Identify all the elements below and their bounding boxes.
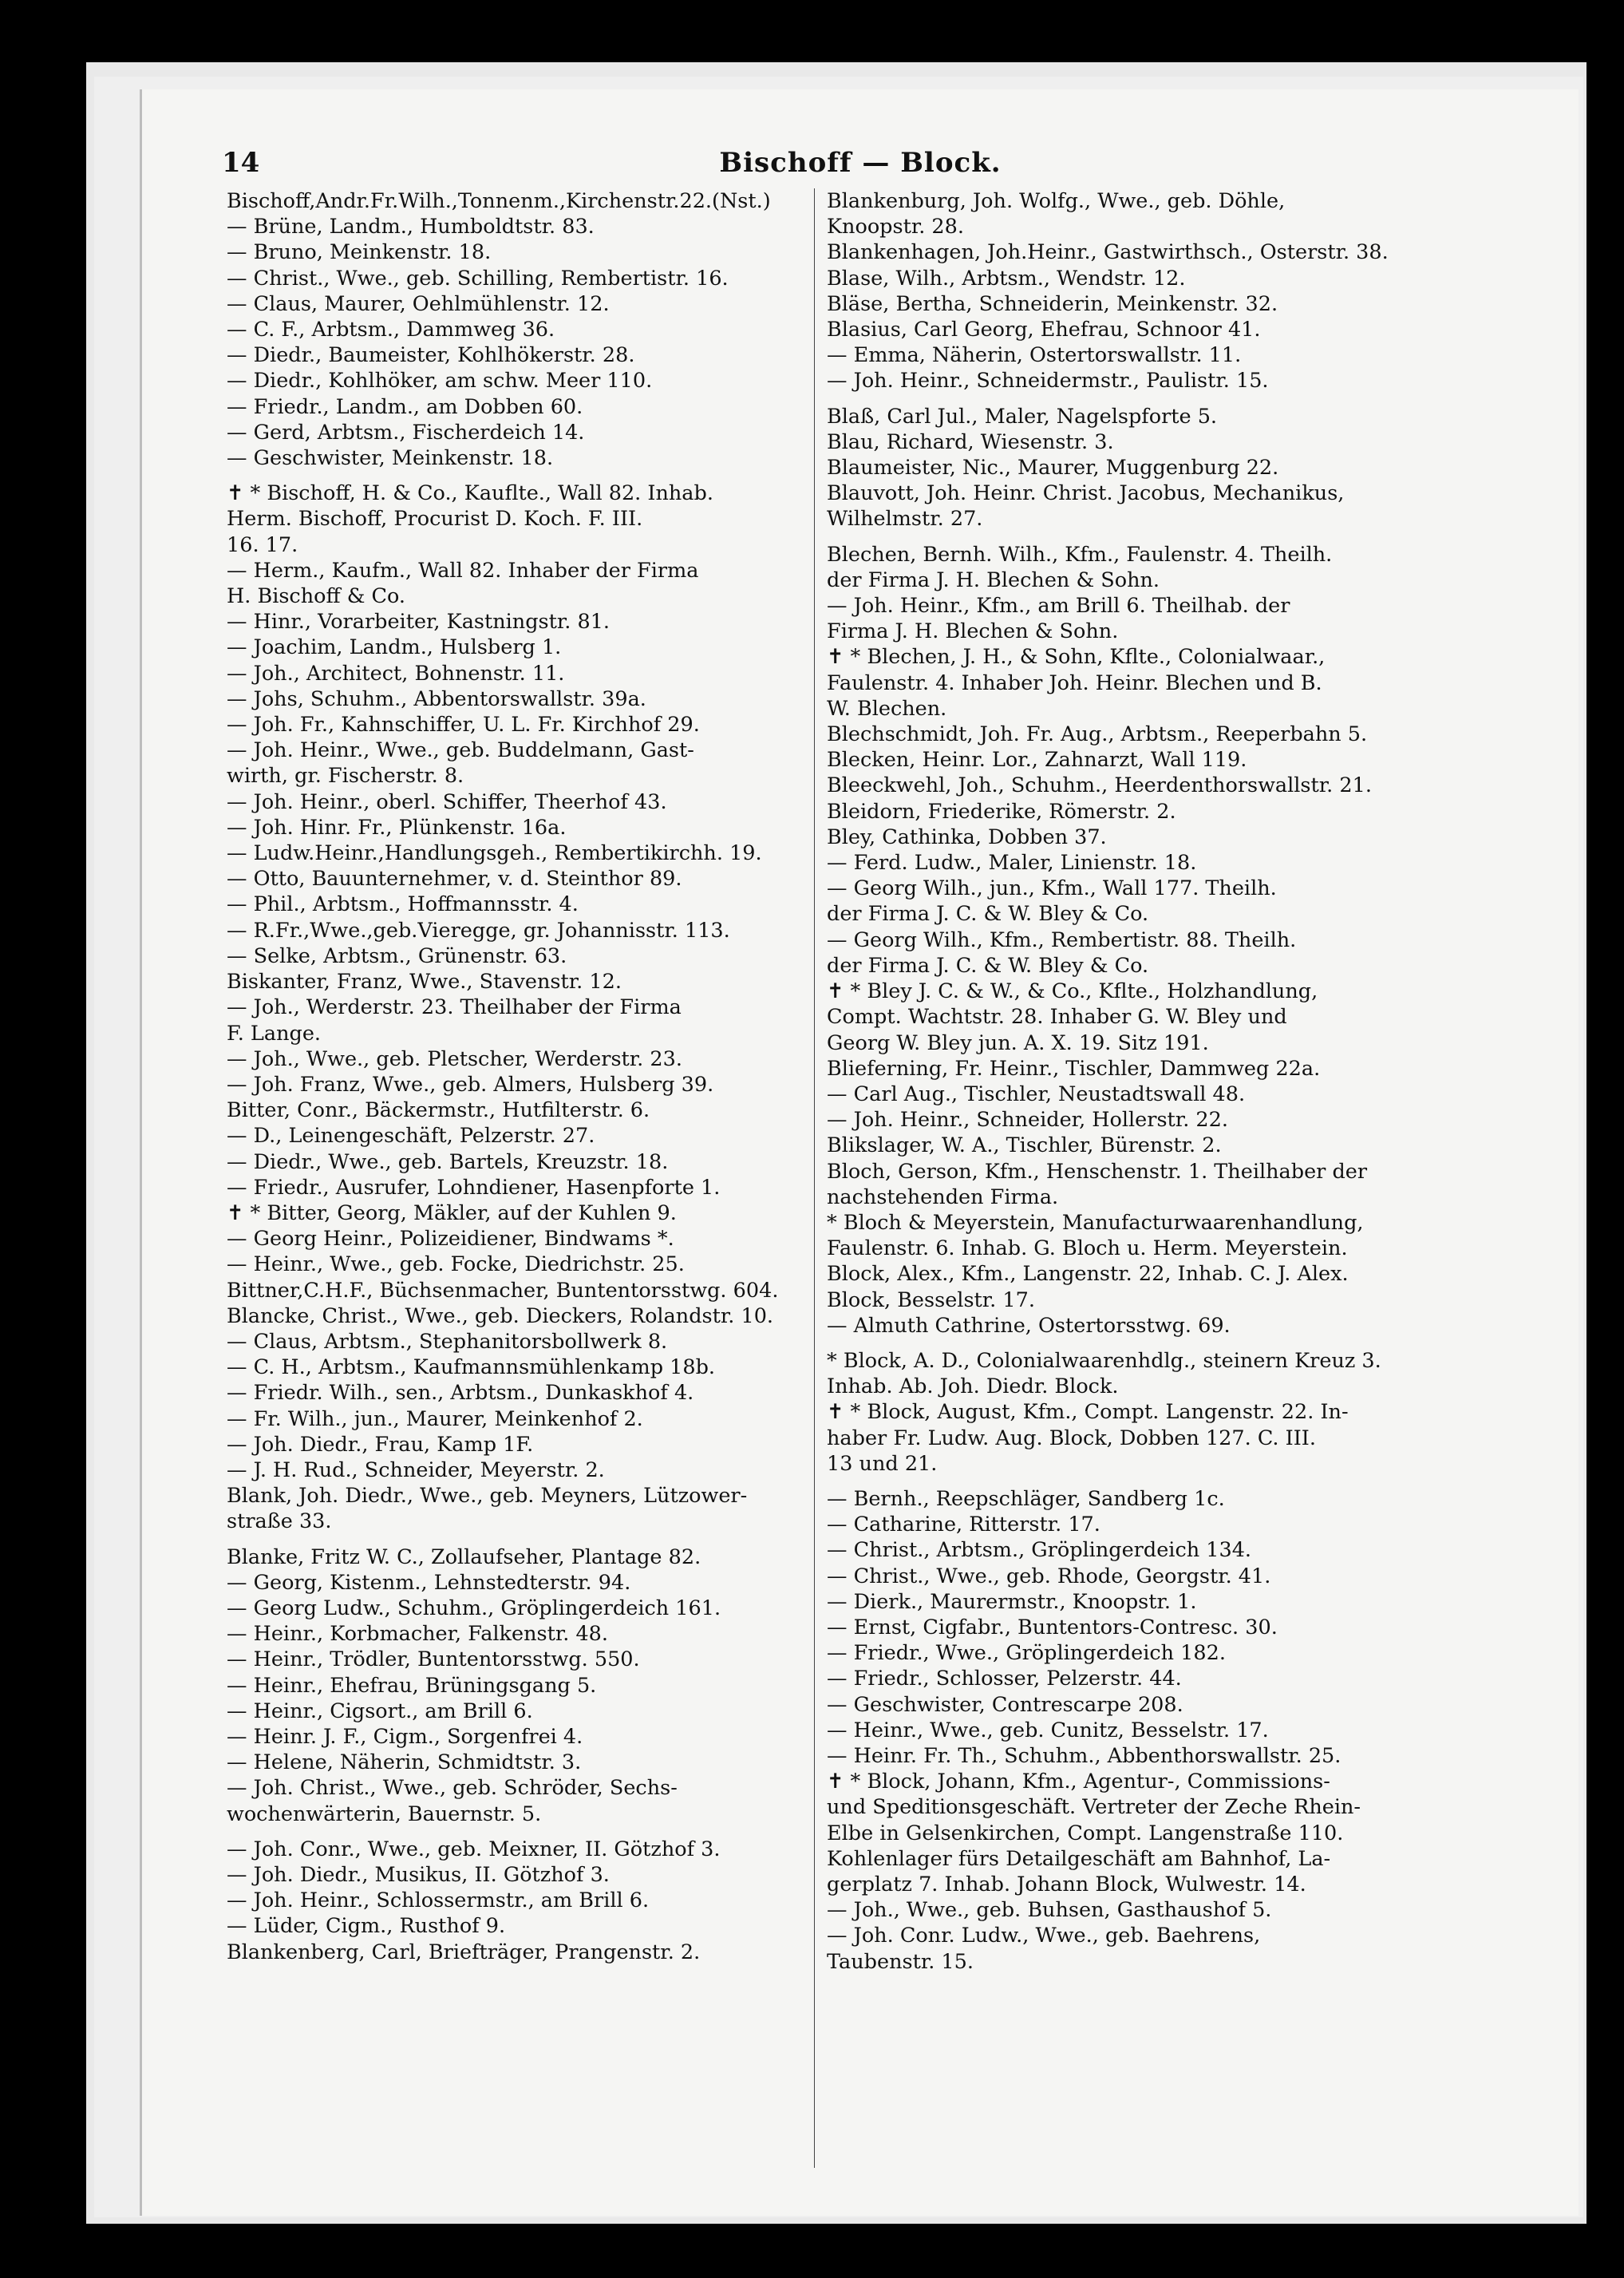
right-entry-line: Blankenburg, Joh. Wolfg., Wwe., geb. Döhle, xyxy=(827,189,1286,213)
left-entry-line: — Diedr., Wwe., geb. Bartels, Kreuzstr. 18. xyxy=(227,1149,669,1174)
left-entry-line: — Joh. Heinr., oberl. Schiffer, Theerhof 43. xyxy=(227,789,667,814)
left-entry-line: Bittner,C.H.F., Büchsenmacher, Buntentorsstwg. 604. xyxy=(227,1278,779,1303)
left-entry-line: — Friedr., Ausrufer, Lohndiener, Hasenpforte 1. xyxy=(227,1175,721,1200)
right-entry-line: ✝ * Block, Johann, Kfm., Agentur-, Commissions- xyxy=(827,1770,1330,1794)
left-entry-line: — R.Fr.,Wwe.,geb.Vieregge, gr. Johannisstr. 113. xyxy=(227,918,730,943)
right-entry-line: Blechschmidt, Joh. Fr. Aug., Arbtsm., Reeperbahn 5. xyxy=(827,722,1368,747)
right-entry-line: haber Fr. Ludw. Aug. Block, Dobben 127. C. III. xyxy=(827,1426,1316,1450)
right-entry-line: Taubenstr. 15. xyxy=(827,1949,974,1974)
left-entry-line: wochenwärterin, Bauernstr. 5. xyxy=(227,1801,542,1826)
right-entry-line: Wilhelmstr. 27. xyxy=(827,507,983,532)
right-entry-line: Kohlenlager fürs Detailgeschäft am Bahnhof, La- xyxy=(827,1846,1331,1871)
left-entry-line: — Georg Ludw., Schuhm., Gröplingerdeich 161. xyxy=(227,1596,721,1620)
right-entry-line: Bley, Cathinka, Dobben 37. xyxy=(827,825,1107,849)
left-entry-line: — Helene, Näherin, Schmidtstr. 3. xyxy=(227,1750,582,1775)
left-entry-line: 16. 17. xyxy=(227,532,298,557)
left-entry-line: — Joh. Heinr., Wwe., geb. Buddelmann, Gast- xyxy=(227,738,694,763)
right-entry-line: Blechen, Bernh. Wilh., Kfm., Faulenstr. 4. Theilh. xyxy=(827,542,1333,567)
left-entry-line: H. Bischoff & Co. xyxy=(227,584,406,609)
left-entry-line: — Johs, Schuhm., Abbentorswallstr. 39a. xyxy=(227,686,646,711)
left-entry-line: F. Lange. xyxy=(227,1021,322,1046)
right-entry-line: — Joh. Heinr., Kfm., am Brill 6. Theilhab. der xyxy=(827,594,1290,619)
right-entry-line: * Block, A. D., Colonialwaarenhdlg., steinern Kreuz 3. xyxy=(827,1348,1381,1373)
right-entry-line: W. Blechen. xyxy=(827,696,947,721)
right-entry-line: Bleidorn, Friederike, Römerstr. 2. xyxy=(827,799,1176,824)
right-entry-line: — Almuth Cathrine, Ostertorsstwg. 69. xyxy=(827,1313,1231,1338)
left-entry-line: ✝ * Bitter, Georg, Mäkler, auf der Kuhlen 9. xyxy=(227,1200,677,1225)
left-entry-line: — Joh. Diedr., Musikus, II. Götzhof 3. xyxy=(227,1863,610,1887)
left-entry-line: — Claus, Arbtsm., Stephanitorsbollwerk 8. xyxy=(227,1329,668,1354)
left-entry-line: — Joh. Fr., Kahnschiffer, U. L. Fr. Kirchhof 29. xyxy=(227,713,700,738)
left-entry-line: — Joh. Christ., Wwe., geb. Schröder, Sechs- xyxy=(227,1776,678,1801)
left-entry-line: — Ludw.Heinr.,Handlungsgeh., Rembertikirchh. 19. xyxy=(227,841,762,866)
right-entry-line: der Firma J. H. Blechen & Sohn. xyxy=(827,568,1160,592)
left-entry-line: — Georg Heinr., Polizeidiener, Bindwams *. xyxy=(227,1227,674,1252)
left-entry-line: — Heinr., Korbmacher, Falkenstr. 48. xyxy=(227,1622,609,1647)
right-entry-line: ✝ * Bley J. C. & W., & Co., Kflte., Holzhandlung, xyxy=(827,979,1318,1004)
right-entry-line: der Firma J. C. & W. Bley & Co. xyxy=(827,953,1149,978)
right-entry-line: — Christ., Arbtsm., Gröplingerdeich 134. xyxy=(827,1538,1252,1563)
left-entry-line: — Claus, Maurer, Oehlmühlenstr. 12. xyxy=(227,291,610,316)
left-entry-line: — Selke, Arbtsm., Grünenstr. 63. xyxy=(227,943,567,968)
right-spacer xyxy=(827,1477,1453,1486)
left-entry-line: — C. F., Arbtsm., Dammweg 36. xyxy=(227,318,555,342)
right-entry-line: Blau, Richard, Wiesenstr. 3. xyxy=(827,429,1114,454)
left-entry-line: — Friedr., Landm., am Dobben 60. xyxy=(227,394,583,419)
left-entry-line: — Fr. Wilh., jun., Maurer, Meinkenhof 2. xyxy=(227,1406,643,1431)
left-entry-line: — Georg, Kistenm., Lehnstedterstr. 94. xyxy=(227,1570,631,1595)
right-entry-line: — Dierk., Maurermstr., Knoopstr. 1. xyxy=(827,1589,1197,1614)
right-entry-line: Bliefernіng, Fr. Heinr., Tischler, Dammweg 22a. xyxy=(827,1056,1321,1081)
left-entry-line: — Heinr., Ehefrau, Brüningsgang 5. xyxy=(227,1673,597,1698)
right-entry-line: der Firma J. C. & W. Bley & Co. xyxy=(827,902,1149,927)
page-header: Bischoff — Block. xyxy=(719,147,1002,179)
left-entry-line: — Joh. Diedr., Frau, Kamp 1F. xyxy=(227,1432,534,1457)
right-entry-line: — Friedr., Wwe., Gröplingerdeich 182. xyxy=(827,1641,1226,1666)
left-entry-line: — Heinr., Cigsort., am Brill 6. xyxy=(227,1699,533,1723)
left-entry-line: Blankenberg, Carl, Briefträger, Prangenstr. 2. xyxy=(227,1940,701,1964)
left-entry-line: — Heinr. J. F., Cigm., Sorgenfrei 4. xyxy=(227,1724,583,1749)
left-entry-line: — Hinr., Vorarbeiter, Kastningstr. 81. xyxy=(227,610,610,635)
left-entry-line: wirth, gr. Fischerstr. 8. xyxy=(227,764,464,789)
left-entry-line: — J. H. Rud., Schneider, Meyerstr. 2. xyxy=(227,1457,605,1482)
right-entry-line: Bloch, Gerson, Kfm., Henschenstr. 1. Theilhaber der xyxy=(827,1159,1368,1184)
right-spacer xyxy=(827,532,1453,542)
right-entry-line: gerplatz 7. Inhab. Johann Block, Wulwestr. 14. xyxy=(827,1873,1306,1896)
left-entry-line: — Joh., Architect, Bohnenstr. 11. xyxy=(227,661,565,686)
left-entry-line: Herm. Bischoff, Procurist D. Koch. F. III. xyxy=(227,507,643,532)
directory-page xyxy=(142,89,1579,2216)
right-entry-line: Bleeckwehl, Joh., Schuhm., Heerdenthorswallstr. 21. xyxy=(827,773,1372,798)
left-entry-line: — Diedr., Kohlhöker, am schw. Meer 110. xyxy=(227,369,653,394)
right-entry-line: — Joh. Conr. Ludw., Wwe., geb. Baehrens, xyxy=(827,1924,1261,1948)
right-spacer xyxy=(827,394,1453,404)
right-entry-line: Block, Besselstr. 17. xyxy=(827,1287,1035,1312)
right-entry-line: ✝ * Blechen, J. H., & Sohn, Kflte., Colonialwaar., xyxy=(827,645,1326,670)
left-entry-line: ✝ * Bischoff, H. & Co., Kaufltе., Wall 82. Inhab. xyxy=(227,481,713,506)
right-entry-line: Blauvott, Joh. Heinr. Christ. Jacobus, Mechanikus, xyxy=(827,481,1345,506)
right-entry-line: 13 und 21. xyxy=(827,1451,938,1476)
right-entry-line: Faulenstr. 4. Inhaber Joh. Heinr. Blechen und B. xyxy=(827,670,1322,695)
right-entry-line: Knoopstr. 28. xyxy=(827,215,964,239)
column-divider xyxy=(814,188,815,2168)
left-entry-line: — Heinr., Trödler, Buntentorsstwg. 550. xyxy=(227,1647,640,1672)
right-entry-line: — Joh. Heinr., Schneider, Hollerstr. 22. xyxy=(827,1108,1228,1133)
left-entry-line: — C. H., Arbtsm., Kaufmannsmühlenkamp 18b. xyxy=(227,1355,715,1380)
left-entry-line: — Joh., Wwe., geb. Pletscher, Werderstr. 23. xyxy=(227,1046,682,1071)
right-entry-line: Inhab. Ab. Joh. Diedr. Block. xyxy=(827,1374,1119,1399)
right-entry-line: — Bernh., Reepschläger, Sandberg 1c. xyxy=(827,1486,1225,1511)
left-entry-line: Blank, Joh. Diedr., Wwe., geb. Meyners, Lützower- xyxy=(227,1484,748,1509)
left-spacer xyxy=(227,471,841,481)
left-entry-line: — Heinr., Wwe., geb. Focke, Diedrichstr. 25. xyxy=(227,1252,685,1277)
right-entry-line: Georg W. Bley jun. A. X. 19. Sitz 191. xyxy=(827,1030,1209,1055)
right-entry-line: nachstehenden Firma. xyxy=(827,1184,1059,1209)
right-entry-line: — Ferd. Ludw., Maler, Linienstr. 18. xyxy=(827,851,1197,876)
left-entry-line: — Herm., Kaufm., Wall 82. Inhaber der Firma xyxy=(227,558,699,583)
right-entry-line: — Friedr., Schlosser, Pelzerstr. 44. xyxy=(827,1667,1182,1691)
right-entry-line: Blaß, Carl Jul., Maler, Nagelspforte 5. xyxy=(827,404,1218,429)
left-entry-line: — Gerd, Arbtsm., Fischerdeich 14. xyxy=(227,420,585,445)
left-entry-line: — Geschwister, Meinkenstr. 18. xyxy=(227,446,554,471)
left-entry-line: — Joh. Franz, Wwe., geb. Almers, Hulsberg 39. xyxy=(227,1072,714,1097)
left-entry-line: — Phil., Arbtsm., Hoffmannsstr. 4. xyxy=(227,892,579,917)
right-entry-line: Blankenhagen, Joh.Heinr., Gastwirthsch., Osterstr. 38. xyxy=(827,240,1389,265)
right-entry-line: — Ernst, Cigfabr., Buntentors-Contresc. 30. xyxy=(827,1615,1278,1639)
right-entry-line: Compt. Wachtstr. 28. Inhaber G. W. Bley und xyxy=(827,1005,1287,1030)
left-entry-line: — Brüne, Landm., Humboldtstr. 83. xyxy=(227,215,595,239)
left-spacer xyxy=(227,1827,841,1837)
right-entry-line: — Carl Aug., Tischler, Neustadtswall 48. xyxy=(827,1082,1246,1106)
left-entry-line: Bitter, Conr., Bäckermstr., Hutfilterstr. 6. xyxy=(227,1098,650,1123)
left-entry-line: — Friedr. Wilh., sen., Arbtsm., Dunkaskhof 4. xyxy=(227,1381,694,1406)
left-entry-line: — Joh. Conr., Wwe., geb. Meixner, II. Götzhof 3. xyxy=(227,1837,721,1861)
left-entry-line: — Joh., Werderstr. 23. Theilhaber der Firma xyxy=(227,995,682,1020)
left-entry-line: straße 33. xyxy=(227,1509,332,1534)
right-entry-line: * Bloch & Meyerstein, Manufacturwaarenhandlung, xyxy=(827,1210,1364,1235)
left-entry-line: Blanke, Fritz W. C., Zollaufseher, Plantage 82. xyxy=(227,1544,701,1569)
right-entry-line: und Speditionsgeschäft. Vertreter der Zeche Rhein- xyxy=(827,1795,1361,1820)
right-entry-line: Firma J. H. Blechen & Sohn. xyxy=(827,619,1119,644)
left-entry-line: Blancke, Christ., Wwe., geb. Dieckers, Rolandstr. 10. xyxy=(227,1303,774,1328)
page-number: 14 xyxy=(222,147,260,179)
left-entry-line: — Bruno, Meinkenstr. 18. xyxy=(227,240,492,265)
right-entry-line: — Joh., Wwe., geb. Buhsen, Gasthaushof 5. xyxy=(827,1898,1272,1923)
left-entry-line: — Diedr., Baumeister, Kohlhökerstr. 28. xyxy=(227,343,635,368)
right-entry-line: Faulenstr. 6. Inhab. G. Bloch u. Herm. Meyerstein. xyxy=(827,1236,1348,1261)
right-entry-line: Blikslager, W. A., Tischler, Bürenstr. 2. xyxy=(827,1133,1222,1158)
left-entry-line: — Christ., Wwe., geb. Schilling, Rembertistr. 16. xyxy=(227,266,729,291)
right-entry-line: — Emma, Näherin, Ostertorswallstr. 11. xyxy=(827,343,1242,368)
left-entry-line: — Otto, Bauunternehmer, v. d. Steinthor 89. xyxy=(227,867,682,892)
right-entry-line: — Georg Wilh., jun., Kfm., Wall 177. Theilh. xyxy=(827,876,1277,901)
left-entry-line: — Joh. Heinr., Schlossermstr., am Brill 6. xyxy=(227,1888,650,1913)
right-entry-line: Blecken, Heinr. Lor., Zahnarzt, Wall 119. xyxy=(827,748,1247,773)
left-entry-line: Biskanter, Franz, Wwe., Stavenstr. 12. xyxy=(227,970,622,995)
right-entry-line: — Catharine, Ritterstr. 17. xyxy=(827,1513,1100,1537)
left-spacer xyxy=(227,1535,841,1544)
left-column xyxy=(227,188,841,1965)
right-entry-line: Elbe in Gelsenkirchen, Compt. Langenstraße 110. xyxy=(827,1821,1344,1845)
right-entry-line: Blaumeister, Nic., Maurer, Muggenburg 22. xyxy=(827,456,1279,481)
right-entry-line: — Heinr. Fr. Th., Schuhm., Abbenthorswallstr. 25. xyxy=(827,1743,1341,1768)
right-entry-line: — Geschwister, Contrescarpe 208. xyxy=(827,1692,1183,1717)
right-column xyxy=(827,188,1453,1975)
left-entry-line: Bischoff,Andr.Fr.Wilh.,Tonnenm.,Kirchenstr.22.(Nst.) xyxy=(227,189,771,213)
right-entry-line: Block, Alex., Kfm., Langenstr. 22, Inhab. C. J. Alex. xyxy=(827,1262,1349,1287)
left-entry-line: — D., Leinengeschäft, Pelzerstr. 27. xyxy=(227,1124,595,1149)
right-entry-line: — Heinr., Wwe., geb. Cunitz, Besselstr. 17. xyxy=(827,1718,1269,1742)
right-entry-line: Blase, Wilh., Arbtsm., Wendstr. 12. xyxy=(827,266,1186,291)
right-entry-line: — Georg Wilh., Kfm., Rembertistr. 88. Theilh. xyxy=(827,927,1297,952)
right-entry-line: Blasius, Carl Georg, Ehefrau, Schnoor 41. xyxy=(827,318,1261,342)
right-entry-line: — Joh. Heinr., Schneidermstr., Paulistr. 15. xyxy=(827,369,1269,394)
right-entry-line: — Christ., Wwe., geb. Rhode, Georgstr. 41. xyxy=(827,1564,1271,1588)
left-entry-line: — Joachim, Landm., Hulsberg 1. xyxy=(227,635,562,660)
left-entry-line: — Joh. Hinr. Fr., Plünkenstr. 16a. xyxy=(227,815,567,840)
right-entry-line: Bläse, Bertha, Schneiderin, Meinkenstr. 32. xyxy=(827,291,1278,316)
right-spacer xyxy=(827,1339,1453,1348)
right-entry-line: ✝ * Block, August, Kfm., Compt. Langenstr. 22. In- xyxy=(827,1400,1349,1425)
left-entry-line: — Lüder, Cigm., Rusthof 9. xyxy=(227,1914,506,1939)
